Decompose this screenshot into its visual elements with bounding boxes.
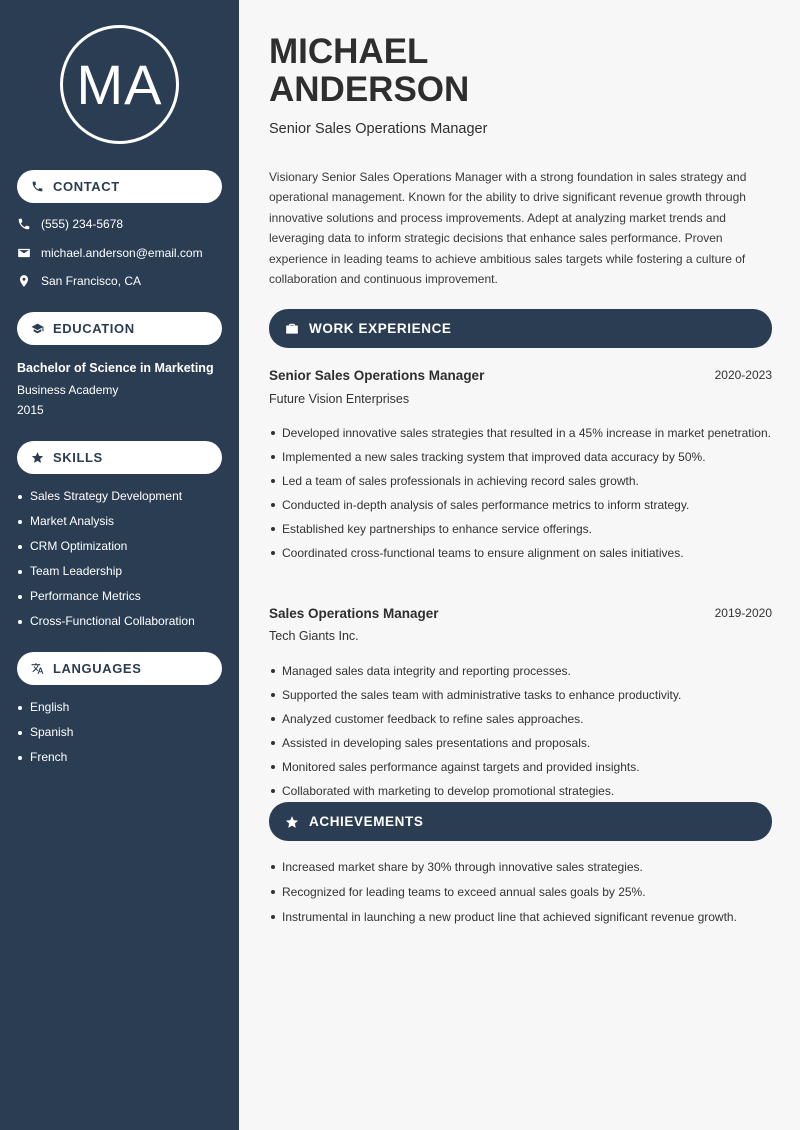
contact-heading-label: CONTACT [53, 179, 120, 194]
languages-list [17, 700, 73, 775]
job-bullet: Conducted in-depth analysis of sales performance metrics to inform strategy. [269, 495, 772, 515]
job-title: Senior Sales Operations Manager [269, 121, 488, 137]
location-pin-icon [17, 274, 31, 288]
job-1-dates: 2020-2023 [714, 368, 772, 382]
job-bullet: Supported the sales team with administrative tasks to enhance productivity. [269, 685, 772, 705]
job-bullet: Led a team of sales professionals in achieving record sales growth. [269, 471, 772, 491]
skill-item: CRM Optimization [17, 539, 195, 564]
language-item: English [17, 700, 73, 725]
work-heading-label: WORK EXPERIENCE [309, 321, 452, 336]
phone-icon [17, 217, 31, 231]
job-1-bullets [269, 423, 772, 567]
name-line-1: MICHAEL [269, 32, 429, 71]
skill-item: Market Analysis [17, 514, 195, 539]
job-bullet: Managed sales data integrity and reporting processes. [269, 661, 772, 681]
contact-heading [17, 170, 222, 203]
achievement-item: Instrumental in launching a new product line that achieved significant revenue growth. [269, 907, 772, 927]
education-heading-label: EDUCATION [53, 321, 135, 336]
job-bullet: Collaborated with marketing to develop promotional strategies. [269, 781, 772, 801]
language-item: French [17, 750, 73, 775]
job-2-role: Sales Operations Manager [269, 606, 439, 621]
full-name [269, 33, 469, 109]
achievements-heading [269, 802, 772, 841]
skills-list [17, 489, 195, 639]
job-2-company: Tech Giants Inc. [269, 629, 359, 643]
education-school: Business Academy [17, 383, 119, 397]
star-icon [285, 815, 299, 829]
job-bullet: Implemented a new sales tracking system that improved data accuracy by 50%. [269, 447, 772, 467]
job-2-dates: 2019-2020 [714, 606, 772, 620]
sidebar [0, 0, 239, 1130]
job-1-role: Senior Sales Operations Manager [269, 368, 485, 383]
skill-item: Sales Strategy Development [17, 489, 195, 514]
translate-icon [31, 662, 44, 675]
job-2-bullets [269, 661, 772, 805]
briefcase-icon [285, 322, 299, 336]
email-text: michael.anderson@email.com [41, 246, 203, 260]
job-bullet: Established key partnerships to enhance service offerings. [269, 519, 772, 539]
location-text: San Francisco, CA [41, 274, 142, 288]
phone-text: (555) 234-5678 [41, 217, 124, 231]
graduation-cap-icon [31, 322, 44, 335]
achievements-heading-label: ACHIEVEMENTS [309, 814, 424, 829]
work-experience-heading [269, 309, 772, 348]
skills-heading-label: SKILLS [53, 450, 103, 465]
job-bullet: Assisted in developing sales presentations and proposals. [269, 733, 772, 753]
phone-icon [31, 180, 44, 193]
achievement-item: Increased market share by 30% through innovative sales strategies. [269, 857, 772, 877]
skill-item: Team Leadership [17, 564, 195, 589]
achievements-list [269, 857, 772, 932]
mail-icon [17, 246, 31, 260]
achievement-item: Recognized for leading teams to exceed annual sales goals by 25%. [269, 882, 772, 902]
skill-item: Cross-Functional Collaboration [17, 614, 195, 639]
contact-email [17, 246, 203, 260]
skill-item: Performance Metrics [17, 589, 195, 614]
education-degree: Bachelor of Science in Marketing [17, 361, 214, 375]
job-bullet: Analyzed customer feedback to refine sales approaches. [269, 709, 772, 729]
job-bullet: Monitored sales performance against targets and provided insights. [269, 757, 772, 777]
monogram-avatar: MA [60, 25, 179, 144]
languages-heading [17, 652, 222, 685]
contact-phone [17, 217, 123, 231]
job-1-company: Future Vision Enterprises [269, 392, 410, 406]
education-heading [17, 312, 222, 345]
star-icon [31, 451, 44, 464]
education-year: 2015 [17, 403, 44, 417]
job-bullet: Coordinated cross-functional teams to ensure alignment on sales initiatives. [269, 543, 772, 563]
contact-location [17, 274, 141, 288]
languages-heading-label: LANGUAGES [53, 661, 142, 676]
name-line-2: ANDERSON [269, 70, 470, 109]
profile-summary: Visionary Senior Sales Operations Manager with a strong foundation in sales strategy and operational management. Known for the ability to drive significant revenue growth through innovative solutions and process improvements. Adept at analyzing market trends and leveraging data to inform strategic decisions that enhance sales performance. Proven experience in leading teams to achieve ambitious sales targets while fostering a culture of collaboration and continuous improvement. [269, 170, 747, 287]
job-bullet: Developed innovative sales strategies that resulted in a 45% increase in market penetration. [269, 423, 772, 443]
skills-heading [17, 441, 222, 474]
language-item: Spanish [17, 725, 73, 750]
